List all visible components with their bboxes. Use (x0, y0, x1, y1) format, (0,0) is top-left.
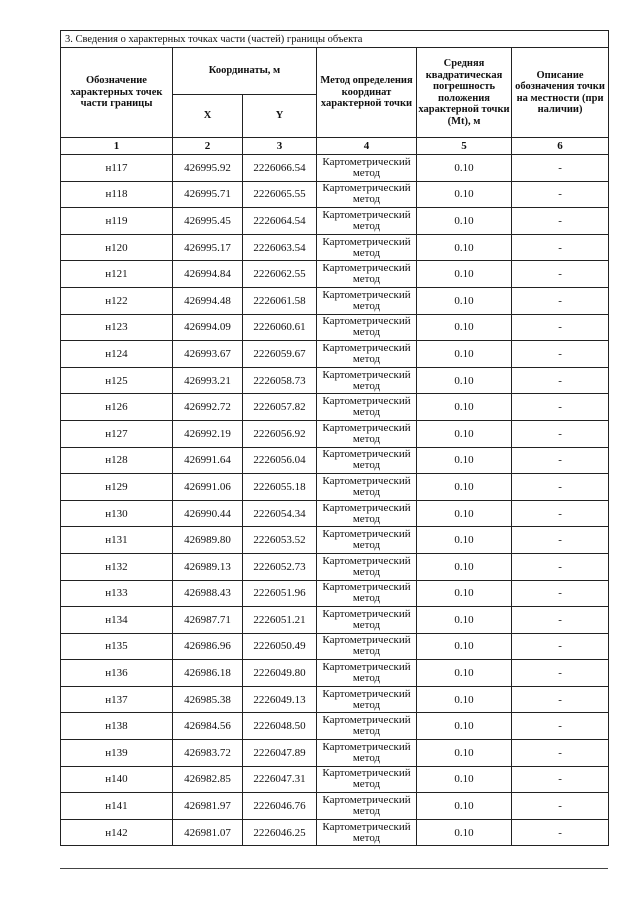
method-cell: Картометрический метод (317, 155, 417, 182)
error-cell: 0.10 (417, 686, 512, 713)
y-coordinate-cell: 2226065.55 (243, 181, 317, 208)
description-cell: - (512, 686, 609, 713)
method-cell: Картометрический метод (317, 607, 417, 634)
column-number: 4 (317, 138, 417, 155)
point-designation-cell: н130 (61, 500, 173, 527)
column-number: 2 (173, 138, 243, 155)
x-coordinate-cell: 426992.72 (173, 394, 243, 421)
y-coordinate-cell: 2226052.73 (243, 553, 317, 580)
point-designation-cell: н127 (61, 420, 173, 447)
description-cell: - (512, 181, 609, 208)
description-cell: - (512, 367, 609, 394)
point-designation-cell: н138 (61, 713, 173, 740)
method-cell: Картометрический метод (317, 766, 417, 793)
method-cell: Картометрический метод (317, 394, 417, 421)
point-designation-cell: н120 (61, 234, 173, 261)
point-designation-cell: н117 (61, 155, 173, 182)
point-designation-cell: н141 (61, 793, 173, 820)
description-cell: - (512, 287, 609, 314)
column-numbers-row (61, 138, 609, 155)
description-cell: - (512, 527, 609, 554)
y-coordinate-cell: 2226066.54 (243, 155, 317, 182)
table-row (61, 740, 609, 767)
x-coordinate-cell: 426992.19 (173, 420, 243, 447)
error-cell: 0.10 (417, 367, 512, 394)
y-coordinate-cell: 2226047.89 (243, 740, 317, 767)
error-cell: 0.10 (417, 713, 512, 740)
point-designation-cell: н119 (61, 208, 173, 235)
description-cell: - (512, 607, 609, 634)
x-coordinate-cell: 426991.64 (173, 447, 243, 474)
header-designation: Обозначение характерных точек части границы (61, 48, 173, 138)
description-cell: - (512, 261, 609, 288)
y-coordinate-cell: 2226050.49 (243, 633, 317, 660)
x-coordinate-cell: 426990.44 (173, 500, 243, 527)
description-cell: - (512, 341, 609, 368)
method-cell: Картометрический метод (317, 208, 417, 235)
y-coordinate-cell: 2226061.58 (243, 287, 317, 314)
x-coordinate-cell: 426981.07 (173, 819, 243, 846)
point-designation-cell: н118 (61, 181, 173, 208)
error-cell: 0.10 (417, 793, 512, 820)
table-body (61, 155, 609, 846)
description-cell: - (512, 766, 609, 793)
table-row (61, 155, 609, 182)
table-row (61, 527, 609, 554)
footer-divider (60, 868, 608, 869)
x-coordinate-cell: 426994.48 (173, 287, 243, 314)
x-coordinate-cell: 426994.09 (173, 314, 243, 341)
x-coordinate-cell: 426989.13 (173, 553, 243, 580)
method-cell: Картометрический метод (317, 261, 417, 288)
y-coordinate-cell: 2226053.52 (243, 527, 317, 554)
y-coordinate-cell: 2226062.55 (243, 261, 317, 288)
method-cell: Картометрический метод (317, 660, 417, 687)
x-coordinate-cell: 426993.21 (173, 367, 243, 394)
point-designation-cell: н139 (61, 740, 173, 767)
error-cell: 0.10 (417, 474, 512, 501)
point-designation-cell: н123 (61, 314, 173, 341)
error-cell: 0.10 (417, 527, 512, 554)
column-number: 1 (61, 138, 173, 155)
error-cell: 0.10 (417, 234, 512, 261)
table-row (61, 500, 609, 527)
point-designation-cell: н124 (61, 341, 173, 368)
description-cell: - (512, 660, 609, 687)
y-coordinate-cell: 2226057.82 (243, 394, 317, 421)
error-cell: 0.10 (417, 819, 512, 846)
method-cell: Картометрический метод (317, 234, 417, 261)
method-cell: Картометрический метод (317, 474, 417, 501)
method-cell: Картометрический метод (317, 420, 417, 447)
error-cell: 0.10 (417, 660, 512, 687)
x-coordinate-cell: 426988.43 (173, 580, 243, 607)
table-row (61, 181, 609, 208)
table-row (61, 234, 609, 261)
y-coordinate-cell: 2226056.04 (243, 447, 317, 474)
y-coordinate-cell: 2226049.80 (243, 660, 317, 687)
error-cell: 0.10 (417, 740, 512, 767)
description-cell: - (512, 553, 609, 580)
description-cell: - (512, 713, 609, 740)
method-cell: Картометрический метод (317, 740, 417, 767)
x-coordinate-cell: 426982.85 (173, 766, 243, 793)
y-coordinate-cell: 2226058.73 (243, 367, 317, 394)
description-cell: - (512, 500, 609, 527)
error-cell: 0.10 (417, 261, 512, 288)
y-coordinate-cell: 2226051.96 (243, 580, 317, 607)
point-designation-cell: н135 (61, 633, 173, 660)
x-coordinate-cell: 426981.97 (173, 793, 243, 820)
point-designation-cell: н122 (61, 287, 173, 314)
y-coordinate-cell: 2226049.13 (243, 686, 317, 713)
header-coordinates: Координаты, м (173, 48, 317, 95)
description-cell: - (512, 394, 609, 421)
table-row (61, 367, 609, 394)
error-cell: 0.10 (417, 580, 512, 607)
description-cell: - (512, 740, 609, 767)
method-cell: Картометрический метод (317, 793, 417, 820)
y-coordinate-cell: 2226055.18 (243, 474, 317, 501)
method-cell: Картометрический метод (317, 287, 417, 314)
method-cell: Картометрический метод (317, 367, 417, 394)
x-coordinate-cell: 426986.18 (173, 660, 243, 687)
x-coordinate-cell: 426993.67 (173, 341, 243, 368)
x-coordinate-cell: 426995.17 (173, 234, 243, 261)
error-cell: 0.10 (417, 633, 512, 660)
description-cell: - (512, 793, 609, 820)
x-coordinate-cell: 426995.71 (173, 181, 243, 208)
header-y: Y (243, 95, 317, 138)
point-designation-cell: н128 (61, 447, 173, 474)
point-designation-cell: н133 (61, 580, 173, 607)
column-number: 3 (243, 138, 317, 155)
x-coordinate-cell: 426983.72 (173, 740, 243, 767)
boundary-points-table (60, 30, 609, 846)
x-coordinate-cell: 426984.56 (173, 713, 243, 740)
method-cell: Картометрический метод (317, 633, 417, 660)
table-row (61, 607, 609, 634)
point-designation-cell: н125 (61, 367, 173, 394)
description-cell: - (512, 580, 609, 607)
method-cell: Картометрический метод (317, 500, 417, 527)
table-row (61, 713, 609, 740)
table-row (61, 580, 609, 607)
header-error: Средняя квадратическая погрешность положения характерной точки (Mt), м (417, 48, 512, 138)
error-cell: 0.10 (417, 447, 512, 474)
method-cell: Картометрический метод (317, 314, 417, 341)
method-cell: Картометрический метод (317, 527, 417, 554)
error-cell: 0.10 (417, 208, 512, 235)
table-row (61, 420, 609, 447)
table-row (61, 287, 609, 314)
y-coordinate-cell: 2226063.54 (243, 234, 317, 261)
description-cell: - (512, 314, 609, 341)
y-coordinate-cell: 2226048.50 (243, 713, 317, 740)
y-coordinate-cell: 2226047.31 (243, 766, 317, 793)
error-cell: 0.10 (417, 553, 512, 580)
table-row (61, 314, 609, 341)
table-row (61, 633, 609, 660)
point-designation-cell: н142 (61, 819, 173, 846)
point-designation-cell: н129 (61, 474, 173, 501)
x-coordinate-cell: 426986.96 (173, 633, 243, 660)
point-designation-cell: н131 (61, 527, 173, 554)
point-designation-cell: н134 (61, 607, 173, 634)
table-row (61, 553, 609, 580)
error-cell: 0.10 (417, 500, 512, 527)
point-designation-cell: н121 (61, 261, 173, 288)
x-coordinate-cell: 426991.06 (173, 474, 243, 501)
table-row (61, 261, 609, 288)
description-cell: - (512, 447, 609, 474)
header-description: Описание обозначения точки на местности (при наличии) (512, 48, 609, 138)
y-coordinate-cell: 2226046.25 (243, 819, 317, 846)
table-row (61, 660, 609, 687)
error-cell: 0.10 (417, 287, 512, 314)
method-cell: Картометрический метод (317, 553, 417, 580)
point-designation-cell: н137 (61, 686, 173, 713)
y-coordinate-cell: 2226064.54 (243, 208, 317, 235)
point-designation-cell: н140 (61, 766, 173, 793)
header-method: Метод определения координат характерной точки (317, 48, 417, 138)
y-coordinate-cell: 2226060.61 (243, 314, 317, 341)
error-cell: 0.10 (417, 155, 512, 182)
header-x: X (173, 95, 243, 138)
x-coordinate-cell: 426987.71 (173, 607, 243, 634)
table-row (61, 447, 609, 474)
method-cell: Картометрический метод (317, 713, 417, 740)
table-row (61, 793, 609, 820)
document-sheet (60, 30, 608, 846)
error-cell: 0.10 (417, 181, 512, 208)
description-cell: - (512, 633, 609, 660)
y-coordinate-cell: 2226046.76 (243, 793, 317, 820)
error-cell: 0.10 (417, 341, 512, 368)
table-row (61, 341, 609, 368)
method-cell: Картометрический метод (317, 819, 417, 846)
y-coordinate-cell: 2226051.21 (243, 607, 317, 634)
y-coordinate-cell: 2226059.67 (243, 341, 317, 368)
method-cell: Картометрический метод (317, 181, 417, 208)
point-designation-cell: н126 (61, 394, 173, 421)
error-cell: 0.10 (417, 420, 512, 447)
description-cell: - (512, 208, 609, 235)
table-row (61, 819, 609, 846)
description-cell: - (512, 234, 609, 261)
error-cell: 0.10 (417, 314, 512, 341)
method-cell: Картометрический метод (317, 341, 417, 368)
description-cell: - (512, 474, 609, 501)
column-number: 6 (512, 138, 609, 155)
y-coordinate-cell: 2226056.92 (243, 420, 317, 447)
x-coordinate-cell: 426995.45 (173, 208, 243, 235)
description-cell: - (512, 420, 609, 447)
y-coordinate-cell: 2226054.34 (243, 500, 317, 527)
table-row (61, 208, 609, 235)
method-cell: Картометрический метод (317, 686, 417, 713)
point-designation-cell: н132 (61, 553, 173, 580)
method-cell: Картометрический метод (317, 447, 417, 474)
table-row (61, 686, 609, 713)
description-cell: - (512, 819, 609, 846)
error-cell: 0.10 (417, 607, 512, 634)
error-cell: 0.10 (417, 766, 512, 793)
table-row (61, 766, 609, 793)
x-coordinate-cell: 426994.84 (173, 261, 243, 288)
table-row (61, 394, 609, 421)
section-title: 3. Сведения о характерных точках части (частей) границы объекта (61, 31, 609, 48)
x-coordinate-cell: 426989.80 (173, 527, 243, 554)
table-row (61, 474, 609, 501)
point-designation-cell: н136 (61, 660, 173, 687)
description-cell: - (512, 155, 609, 182)
x-coordinate-cell: 426995.92 (173, 155, 243, 182)
error-cell: 0.10 (417, 394, 512, 421)
x-coordinate-cell: 426985.38 (173, 686, 243, 713)
column-number: 5 (417, 138, 512, 155)
method-cell: Картометрический метод (317, 580, 417, 607)
